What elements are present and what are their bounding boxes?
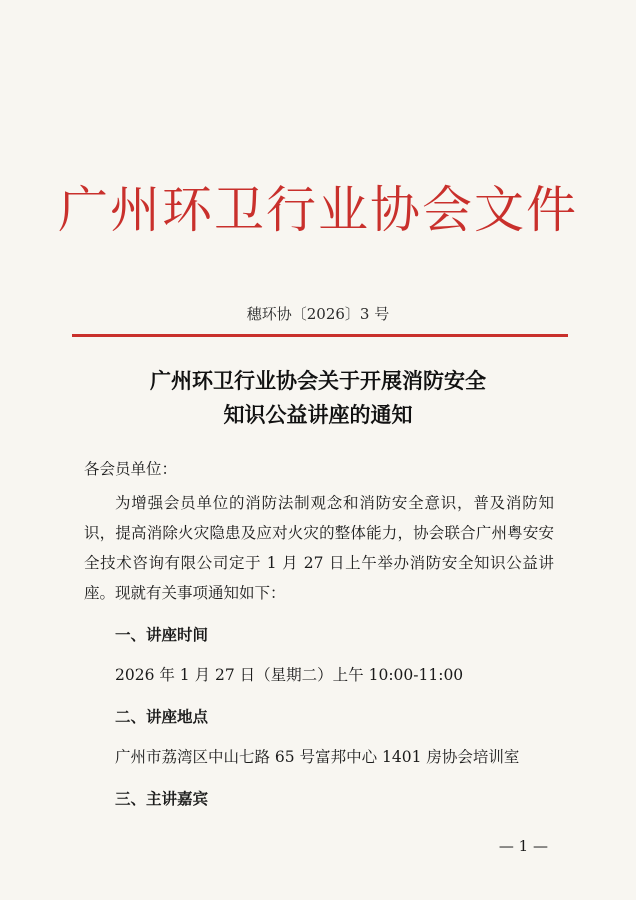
notice-title bbox=[0, 364, 636, 432]
notice-body bbox=[84, 456, 554, 814]
section-heading-location: 二、讲座地点 bbox=[115, 708, 209, 726]
salutation: 各会员单位： bbox=[84, 460, 178, 478]
intro-paragraph: 为增强会员单位的消防法制观念和消防安全意识，普及消防知识，提高消除火灾隐患及应对火灾的整体能力，协会联合广州粤安安全技术咨询有限公司定于 1 月 27 日上午举办消防安全知识公益讲座。现就有关事项通知如下： bbox=[84, 494, 554, 602]
section-heading-speaker: 三、主讲嘉宾 bbox=[115, 790, 209, 808]
document-number: 穗环协〔2026〕3 号 bbox=[246, 305, 390, 323]
notice-title-line-1: 广州环卫行业协会关于开展消防安全 bbox=[150, 369, 486, 393]
notice-title-line-2: 知识公益讲座的通知 bbox=[223, 403, 413, 427]
section-content-location: 广州市荔湾区中山七路 65 号富邦中心 1401 房协会培训室 bbox=[115, 748, 520, 766]
page-number: — 1 — bbox=[498, 837, 548, 855]
red-separator-line bbox=[72, 334, 568, 337]
issuing-organization-header: 广州环卫行业协会文件 bbox=[58, 181, 578, 239]
section-content-time: 2026 年 1 月 27 日（星期二）上午 10:00-11:00 bbox=[115, 666, 464, 684]
section-heading-time: 一、讲座时间 bbox=[115, 626, 209, 644]
